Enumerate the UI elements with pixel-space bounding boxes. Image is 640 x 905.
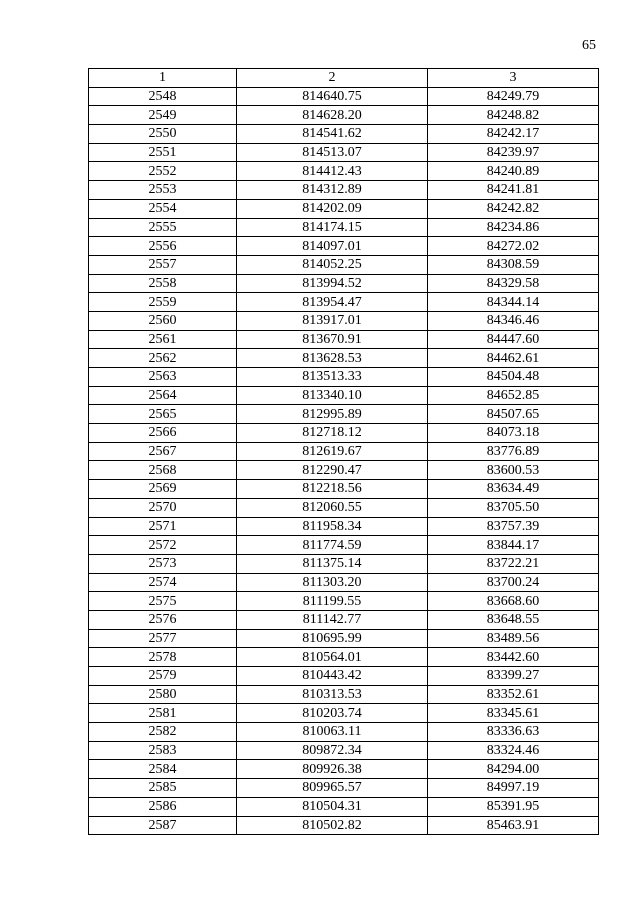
table-cell-col-1: 2576 <box>89 610 237 629</box>
table-row <box>89 797 599 816</box>
table-cell-col-2: 814097.01 <box>237 237 428 256</box>
table-cell-col-1: 2579 <box>89 667 237 686</box>
column-header-2: 2 <box>237 69 428 88</box>
table-cell-col-3: 84308.59 <box>428 255 599 274</box>
table-cell-col-1: 2558 <box>89 274 237 293</box>
table-cell-col-3: 84240.89 <box>428 162 599 181</box>
table-row <box>89 498 599 517</box>
table-cell-col-1: 2572 <box>89 536 237 555</box>
table-cell-col-3: 84344.14 <box>428 293 599 312</box>
table-row <box>89 255 599 274</box>
table-cell-col-2: 814628.20 <box>237 106 428 125</box>
table-cell-col-2: 810502.82 <box>237 816 428 835</box>
table-cell-col-3: 83336.63 <box>428 723 599 742</box>
table-row <box>89 87 599 106</box>
table-row <box>89 685 599 704</box>
table-row <box>89 610 599 629</box>
table-cell-col-1: 2569 <box>89 480 237 499</box>
table-row <box>89 648 599 667</box>
table-cell-col-1: 2554 <box>89 199 237 218</box>
table-cell-col-2: 810063.11 <box>237 723 428 742</box>
table-cell-col-3: 84997.19 <box>428 779 599 798</box>
table-cell-col-2: 812290.47 <box>237 461 428 480</box>
table-cell-col-3: 83600.53 <box>428 461 599 480</box>
coordinates-table <box>88 68 599 835</box>
table-cell-col-1: 2548 <box>89 87 237 106</box>
table-cell-col-2: 814640.75 <box>237 87 428 106</box>
table-cell-col-3: 85391.95 <box>428 797 599 816</box>
table-cell-col-1: 2549 <box>89 106 237 125</box>
table-cell-col-3: 83776.89 <box>428 442 599 461</box>
table-cell-col-2: 810695.99 <box>237 629 428 648</box>
table-cell-col-3: 83722.21 <box>428 554 599 573</box>
table-cell-col-3: 84239.97 <box>428 143 599 162</box>
table-cell-col-2: 814541.62 <box>237 125 428 144</box>
table-cell-col-1: 2577 <box>89 629 237 648</box>
table-row <box>89 816 599 835</box>
table-cell-col-3: 83700.24 <box>428 573 599 592</box>
table-cell-col-3: 83844.17 <box>428 536 599 555</box>
table-cell-col-3: 83345.61 <box>428 704 599 723</box>
table-cell-col-1: 2568 <box>89 461 237 480</box>
table-cell-col-1: 2562 <box>89 349 237 368</box>
table-cell-col-2: 812060.55 <box>237 498 428 517</box>
table-row <box>89 349 599 368</box>
table-cell-col-3: 84242.82 <box>428 199 599 218</box>
table-row <box>89 779 599 798</box>
table-cell-col-3: 84507.65 <box>428 405 599 424</box>
table-cell-col-1: 2580 <box>89 685 237 704</box>
table-cell-col-2: 809872.34 <box>237 741 428 760</box>
table-cell-col-3: 84462.61 <box>428 349 599 368</box>
table-cell-col-2: 814412.43 <box>237 162 428 181</box>
table-cell-col-3: 83489.56 <box>428 629 599 648</box>
table-row <box>89 592 599 611</box>
table-cell-col-1: 2557 <box>89 255 237 274</box>
table-row <box>89 386 599 405</box>
table-cell-col-2: 810504.31 <box>237 797 428 816</box>
table-cell-col-1: 2553 <box>89 181 237 200</box>
table-cell-col-3: 83757.39 <box>428 517 599 536</box>
table-cell-col-1: 2582 <box>89 723 237 742</box>
table-row <box>89 554 599 573</box>
table-row <box>89 405 599 424</box>
table-row <box>89 629 599 648</box>
table-cell-col-2: 810564.01 <box>237 648 428 667</box>
table-row <box>89 424 599 443</box>
table-row <box>89 442 599 461</box>
table-row <box>89 741 599 760</box>
table-row <box>89 143 599 162</box>
table-row <box>89 311 599 330</box>
table-cell-col-1: 2565 <box>89 405 237 424</box>
table-cell-col-1: 2587 <box>89 816 237 835</box>
table-row <box>89 106 599 125</box>
table-cell-col-3: 83668.60 <box>428 592 599 611</box>
table-cell-col-2: 811774.59 <box>237 536 428 555</box>
table-cell-col-2: 813954.47 <box>237 293 428 312</box>
table-cell-col-2: 811958.34 <box>237 517 428 536</box>
table-row <box>89 293 599 312</box>
table-cell-col-1: 2552 <box>89 162 237 181</box>
table-cell-col-1: 2567 <box>89 442 237 461</box>
table-cell-col-3: 84249.79 <box>428 87 599 106</box>
table-cell-col-2: 809926.38 <box>237 760 428 779</box>
table-cell-col-3: 83648.55 <box>428 610 599 629</box>
table-cell-col-2: 810313.53 <box>237 685 428 704</box>
table-cell-col-2: 814202.09 <box>237 199 428 218</box>
table-cell-col-1: 2555 <box>89 218 237 237</box>
table-cell-col-2: 813513.33 <box>237 368 428 387</box>
table-cell-col-2: 813994.52 <box>237 274 428 293</box>
table-cell-col-2: 810443.42 <box>237 667 428 686</box>
table-cell-col-2: 814174.15 <box>237 218 428 237</box>
table-cell-col-3: 85463.91 <box>428 816 599 835</box>
table-cell-col-3: 84234.86 <box>428 218 599 237</box>
table-cell-col-3: 84504.48 <box>428 368 599 387</box>
table-cell-col-2: 813628.53 <box>237 349 428 368</box>
table-cell-col-3: 84248.82 <box>428 106 599 125</box>
table-cell-col-3: 83324.46 <box>428 741 599 760</box>
table-row <box>89 517 599 536</box>
table-cell-col-3: 83634.49 <box>428 480 599 499</box>
table-cell-col-2: 813917.01 <box>237 311 428 330</box>
table-cell-col-2: 814312.89 <box>237 181 428 200</box>
table-row <box>89 274 599 293</box>
table-cell-col-3: 84272.02 <box>428 237 599 256</box>
table-row <box>89 723 599 742</box>
table-cell-col-3: 84447.60 <box>428 330 599 349</box>
table-cell-col-1: 2586 <box>89 797 237 816</box>
table-cell-col-2: 811303.20 <box>237 573 428 592</box>
coordinates-table-container <box>88 68 598 835</box>
table-body <box>89 87 599 835</box>
table-row <box>89 218 599 237</box>
table-cell-col-1: 2564 <box>89 386 237 405</box>
table-cell-col-2: 811375.14 <box>237 554 428 573</box>
table-cell-col-1: 2556 <box>89 237 237 256</box>
table-cell-col-3: 84329.58 <box>428 274 599 293</box>
column-header-1: 1 <box>89 69 237 88</box>
table-cell-col-3: 83705.50 <box>428 498 599 517</box>
page-number: 65 <box>582 38 596 53</box>
table-cell-col-1: 2575 <box>89 592 237 611</box>
table-cell-col-2: 812619.67 <box>237 442 428 461</box>
table-row <box>89 667 599 686</box>
table-cell-col-2: 811142.77 <box>237 610 428 629</box>
table-cell-col-3: 84242.17 <box>428 125 599 144</box>
table-cell-col-1: 2573 <box>89 554 237 573</box>
table-row <box>89 480 599 499</box>
table-cell-col-2: 814513.07 <box>237 143 428 162</box>
table-cell-col-2: 811199.55 <box>237 592 428 611</box>
table-cell-col-1: 2585 <box>89 779 237 798</box>
table-row <box>89 181 599 200</box>
table-cell-col-1: 2583 <box>89 741 237 760</box>
table-cell-col-3: 83442.60 <box>428 648 599 667</box>
table-cell-col-1: 2559 <box>89 293 237 312</box>
table-row <box>89 368 599 387</box>
table-row <box>89 125 599 144</box>
table-cell-col-2: 812995.89 <box>237 405 428 424</box>
table-row <box>89 536 599 555</box>
table-cell-col-1: 2551 <box>89 143 237 162</box>
table-row <box>89 330 599 349</box>
column-header-3: 3 <box>428 69 599 88</box>
table-cell-col-2: 809965.57 <box>237 779 428 798</box>
table-row <box>89 461 599 480</box>
table-row <box>89 573 599 592</box>
table-cell-col-1: 2570 <box>89 498 237 517</box>
table-cell-col-1: 2563 <box>89 368 237 387</box>
table-row <box>89 199 599 218</box>
table-cell-col-1: 2584 <box>89 760 237 779</box>
table-cell-col-1: 2550 <box>89 125 237 144</box>
table-header-row <box>89 69 599 88</box>
table-cell-col-3: 84241.81 <box>428 181 599 200</box>
table-cell-col-1: 2574 <box>89 573 237 592</box>
table-cell-col-3: 83352.61 <box>428 685 599 704</box>
table-cell-col-2: 812218.56 <box>237 480 428 499</box>
table-cell-col-2: 814052.25 <box>237 255 428 274</box>
table-cell-col-1: 2561 <box>89 330 237 349</box>
table-cell-col-3: 84294.00 <box>428 760 599 779</box>
table-cell-col-2: 813340.10 <box>237 386 428 405</box>
table-cell-col-3: 84652.85 <box>428 386 599 405</box>
table-cell-col-3: 84346.46 <box>428 311 599 330</box>
table-cell-col-2: 810203.74 <box>237 704 428 723</box>
table-cell-col-1: 2566 <box>89 424 237 443</box>
table-cell-col-1: 2560 <box>89 311 237 330</box>
table-cell-col-1: 2571 <box>89 517 237 536</box>
table-row <box>89 162 599 181</box>
table-row <box>89 760 599 779</box>
table-cell-col-3: 83399.27 <box>428 667 599 686</box>
table-cell-col-1: 2578 <box>89 648 237 667</box>
table-cell-col-3: 84073.18 <box>428 424 599 443</box>
table-cell-col-1: 2581 <box>89 704 237 723</box>
table-cell-col-2: 812718.12 <box>237 424 428 443</box>
table-row <box>89 237 599 256</box>
table-row <box>89 704 599 723</box>
table-cell-col-2: 813670.91 <box>237 330 428 349</box>
